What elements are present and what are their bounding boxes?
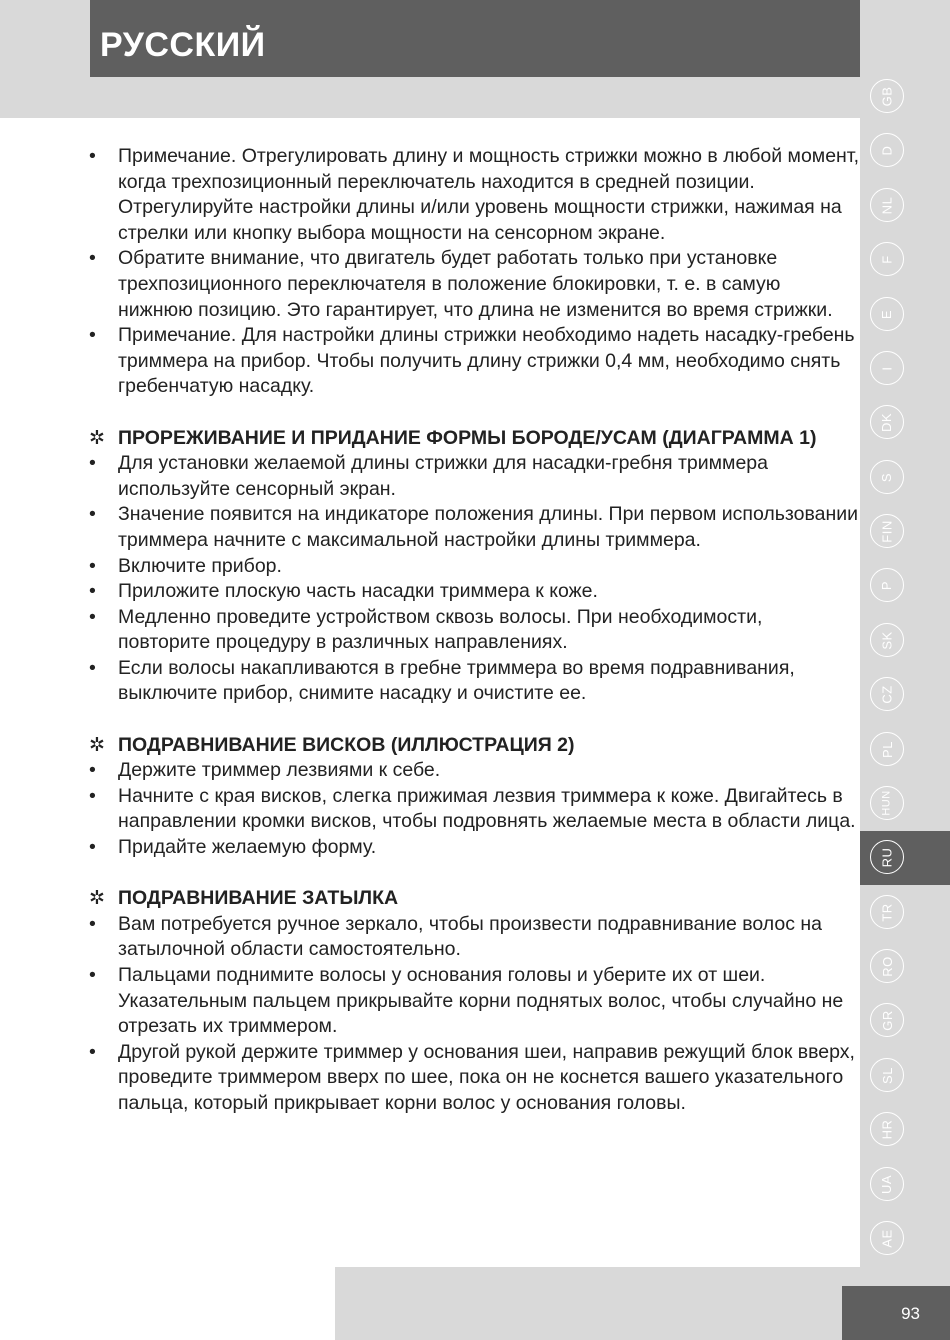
list-item: • Примечание. Для настройки длины стрижки необходимо надеть насадку-гребень триммера на прибор. Чтобы получить длину стрижки 0,4 мм, необходимо снять гребенчатую насадку. [89,323,859,400]
list-item: • Для установки желаемой длины стрижки для насадки-гребня триммера используйте сенсорный экран. [89,451,859,502]
language-tab-ru[interactable]: RU [860,831,950,885]
list-item: • Обратите внимание, что двигатель будет работать только при установке трехпозиционного переключателя в положение блокировки, т. е. в самую нижнюю позицию. Это гарантирует, что длина не изменится во время стрижки. [89,246,859,323]
main-content [89,144,859,1117]
language-tab-fin[interactable]: FIN [860,505,950,559]
language-tab-ro[interactable]: RO [860,940,950,994]
page-number-box [842,1286,950,1340]
language-tab-gb[interactable]: GB [860,70,950,124]
language-tab-tr[interactable]: TR [860,886,950,940]
language-tab-e[interactable]: E [860,288,950,342]
language-tab-sk[interactable]: SK [860,614,950,668]
section-heading: ✲ ПОДРАВНИВАНИЕ ЗАТЫЛКА [89,886,859,912]
list-item: • Значение появится на индикаторе положения длины. При первом использовании триммера начните с максимальной настройки длины триммера. [89,502,859,553]
list-item: • Медленно проведите устройством сквозь волосы. При необходимости, повторите процедуру в различных направлениях. [89,605,859,656]
language-tab-ua[interactable]: UA [860,1158,950,1212]
list-item: • Примечание. Отрегулировать длину и мощность стрижки можно в любой момент, когда трехпозиционный переключатель находится в средней позиции. Отрегулируйте настройки длины и/или уровень мощности стрижки, нажимая на стрелки или кнопку выбора мощности на сенсорном экране. [89,144,859,246]
language-tab-f[interactable]: F [860,233,950,287]
list-item: • Пальцами поднимите волосы у основания головы и уберите их от шеи. Указательным пальцем прикрывайте корни поднятых волос, чтобы случайно не отрезать их триммером. [89,963,859,1040]
list-item: • Приложите плоскую часть насадки триммера к коже. [89,579,859,605]
language-tab-s[interactable]: S [860,451,950,505]
section-heading: ✲ ПРОРЕЖИВАНИЕ И ПРИДАНИЕ ФОРМЫ БОРОДЕ/УСАМ (ДИАГРАММА 1) [89,426,859,452]
list-item: • Если волосы накапливаются в гребне триммера во время подравнивания, выключите прибор, снимите насадку и очистите ее. [89,656,859,707]
language-tab-ae[interactable]: AE [860,1212,950,1266]
list-item: • Придайте желаемую форму. [89,835,859,861]
list-item: • Вам потребуется ручное зеркало, чтобы произвести подравнивание волос на затылочной области самостоятельно. [89,912,859,963]
language-tab-gr[interactable]: GR [860,994,950,1048]
sun-icon: ✲ [89,888,105,910]
page-title: РУССКИЙ [100,26,266,64]
list-item: • Начните с края висков, слегка прижимая лезвия триммера к коже. Двигайтесь в направлении кромки висков, чтобы подровнять желаемые места в области лица. [89,784,859,835]
list-item: • Держите триммер лезвиями к себе. [89,758,859,784]
sun-icon: ✲ [89,427,105,449]
language-tab-p[interactable]: P [860,559,950,613]
page-number: 93 [901,1304,920,1323]
section-heading: ✲ ПОДРАВНИВАНИЕ ВИСКОВ (ИЛЛЮСТРАЦИЯ 2) [89,733,859,759]
sun-icon: ✲ [89,734,105,756]
language-tab-i[interactable]: I [860,342,950,396]
language-tab-sl[interactable]: SL [860,1049,950,1103]
language-tab-d[interactable]: D [860,124,950,178]
language-tab-hun[interactable]: HUN [860,777,950,831]
language-tab-hr[interactable]: HR [860,1103,950,1157]
language-tab-nl[interactable]: NL [860,179,950,233]
intro-list [89,144,859,400]
language-tab-pl[interactable]: PL [860,723,950,777]
list-item: • Другой рукой держите триммер у основания шеи, направив режущий блок вверх, проведите триммером вверх по шее, пока он не коснется вашего указательного пальца, который прикрывает корни волос у основания головы. [89,1040,859,1117]
header-bar [90,0,860,77]
language-tab-dk[interactable]: DK [860,396,950,450]
list-item: • Включите прибор. [89,554,859,580]
language-tab-cz[interactable]: CZ [860,668,950,722]
